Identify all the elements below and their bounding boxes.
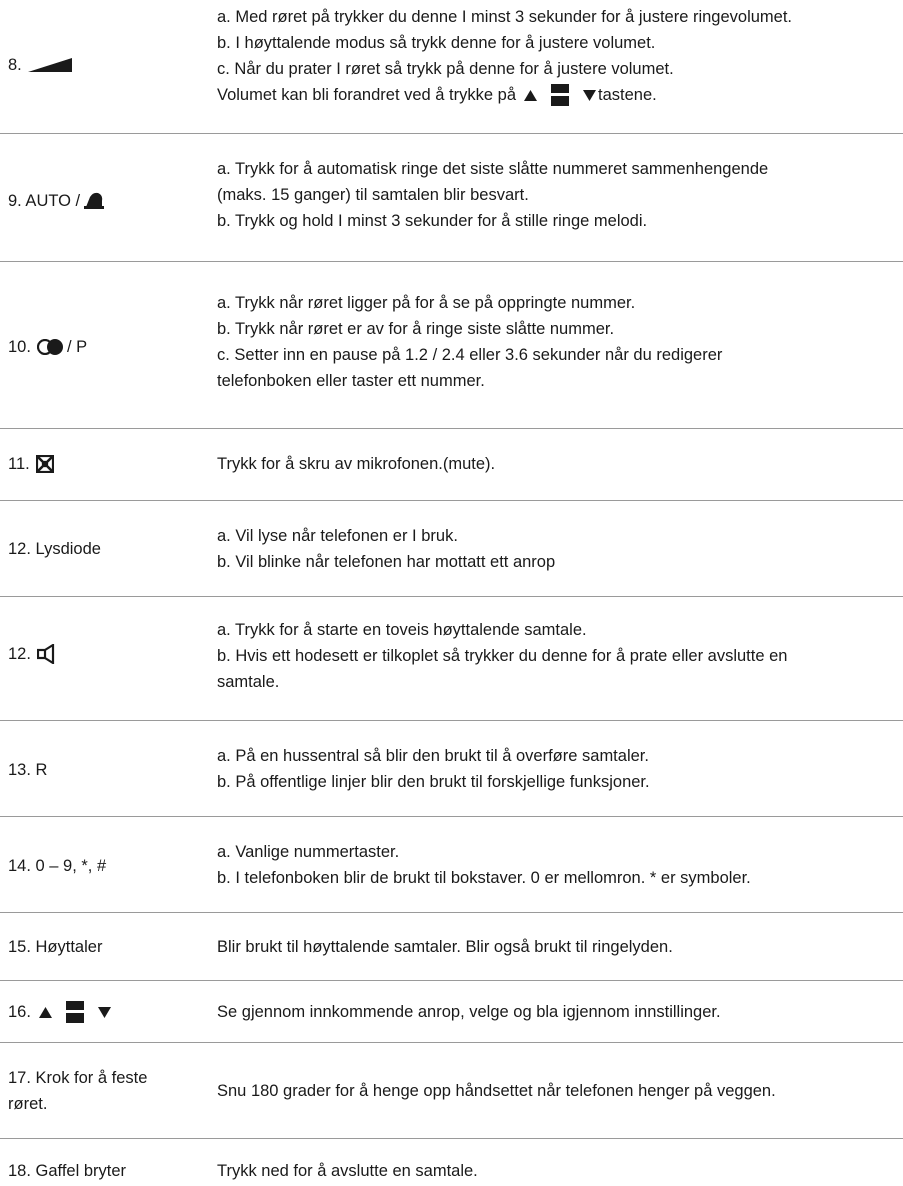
description-line: a. Trykk for å starte en toveis høyttalende samtale.: [217, 621, 587, 639]
description-line: b. Trykk når røret er av for å ringe siste slåtte nummer.: [217, 320, 615, 338]
row-number: 12. Lysdiode: [8, 540, 101, 558]
row-description: [217, 451, 891, 477]
row-label: [8, 757, 208, 783]
row-description: [217, 1078, 891, 1104]
row-number: 8.: [8, 56, 22, 74]
row-description: [217, 839, 891, 891]
row-number: 12.: [8, 645, 31, 663]
row-number: 18. Gaffel bryter: [8, 1162, 127, 1180]
table-row: [0, 262, 903, 429]
description-line: Trykk ned for å avslutte en samtale.: [217, 1162, 478, 1180]
description-line: Snu 180 grader for å henge opp håndsettet når telefonen henger på veggen.: [217, 1082, 776, 1100]
table-row: [0, 429, 903, 501]
row-number: 11.: [8, 455, 30, 473]
row-description: [217, 1158, 891, 1184]
description-line: b. Hvis ett hodesett er tilkoplet så trykker du denne for å prate eller avslutte en: [217, 647, 788, 665]
description-line: a. Trykk når røret ligger på for å se på oppringte nummer.: [217, 294, 636, 312]
row-description: [217, 934, 891, 960]
description-line: a. Vanlige nummertaster.: [217, 843, 400, 861]
row-description: [217, 290, 891, 394]
table-row: [0, 0, 903, 134]
row-suffix: / P: [66, 338, 88, 356]
row-label: [8, 188, 208, 214]
volume-wedge-icon: [28, 58, 72, 72]
description-line: (maks. 15 ganger) til samtalen blir besvart.: [217, 186, 529, 204]
up-arrow-icon: [39, 1007, 52, 1018]
table-row: [0, 134, 903, 262]
row-label: [8, 451, 208, 477]
row-number: 10.: [8, 338, 31, 356]
description-line: a. Med røret på trykker du denne I minst 3 sekunder for å justere ringevolumet.: [217, 8, 793, 26]
row-number: 13. R: [8, 761, 48, 779]
menu-key-icon: [551, 84, 569, 106]
row-description: [217, 4, 891, 108]
table-row: [0, 1139, 903, 1186]
row-label: [8, 52, 208, 78]
redial-icon: [37, 339, 63, 355]
table-row: [0, 981, 903, 1043]
row-label: [8, 536, 208, 562]
row-label: [8, 853, 208, 879]
row-label: [8, 334, 208, 360]
description-line: samtale.: [217, 673, 280, 691]
table-row: [0, 501, 903, 597]
row-description: [217, 523, 891, 575]
row-number: 17. Krok for å feste: [8, 1069, 148, 1087]
row-number: 9. AUTO /: [8, 192, 81, 210]
up-arrow-icon: [524, 90, 537, 101]
description-line: b. I telefonboken blir de brukt til bokstaver. 0 er mellomron. * er symboler.: [217, 869, 751, 887]
row-number: 16.: [8, 1003, 31, 1021]
description-line: b. På offentlige linjer blir den brukt til forskjellige funksjoner.: [217, 773, 650, 791]
speaker-icon: [37, 644, 57, 664]
down-arrow-icon: [583, 90, 596, 101]
bell-icon: [84, 192, 104, 210]
row-label: [8, 934, 208, 960]
row-number: 14. 0 – 9, *, #: [8, 857, 107, 875]
description-line: Trykk for å skru av mikrofonen.(mute).: [217, 455, 496, 473]
table-row: [0, 721, 903, 817]
table-row: [0, 913, 903, 981]
description-line: Se gjennom innkommende anrop, velge og bla igjennom innstillinger.: [217, 1003, 721, 1021]
description-line: c. Setter inn en pause på 1.2 / 2.4 eller 3.6 sekunder når du redigerer: [217, 346, 723, 364]
row-description: [217, 999, 891, 1025]
description-line: c. Når du prater I røret så trykk på denne for å justere volumet.: [217, 60, 674, 78]
description-line: b. I høyttalende modus så trykk denne for å justere volumet.: [217, 34, 656, 52]
mute-icon: [36, 455, 54, 473]
row-description: [217, 617, 891, 695]
volume-note-text: Volumet kan bli forandret ved å trykke på: [217, 86, 516, 104]
row-description: [217, 743, 891, 795]
description-line: b. Trykk og hold I minst 3 sekunder for å stille ringe melodi.: [217, 212, 648, 230]
row-description: [217, 156, 891, 234]
table-row: [0, 597, 903, 721]
volume-note-suffix: tastene.: [598, 86, 657, 104]
row-number-continued: røret.: [8, 1095, 48, 1113]
description-line: a. Trykk for å automatisk ringe det siste slåtte nummeret sammenhengende: [217, 160, 769, 178]
row-label: [8, 641, 208, 667]
row-label: [8, 1158, 208, 1184]
row-number: 15. Høyttaler: [8, 938, 103, 956]
description-line: b. Vil blinke når telefonen har mottatt ett anrop: [217, 553, 556, 571]
table-row: [0, 817, 903, 913]
description-line: a. På en hussentral så blir den brukt til å overføre samtaler.: [217, 747, 649, 765]
table-row: [0, 1043, 903, 1139]
down-arrow-icon: [98, 1007, 111, 1018]
description-line: [217, 82, 657, 108]
description-line: a. Vil lyse når telefonen er I bruk.: [217, 527, 458, 545]
description-line: telefonboken eller taster ett nummer.: [217, 372, 485, 390]
row-label: [8, 1065, 208, 1117]
menu-key-icon: [66, 1001, 84, 1023]
description-line: Blir brukt til høyttalende samtaler. Blir også brukt til ringelyden.: [217, 938, 673, 956]
row-label: [8, 999, 208, 1025]
